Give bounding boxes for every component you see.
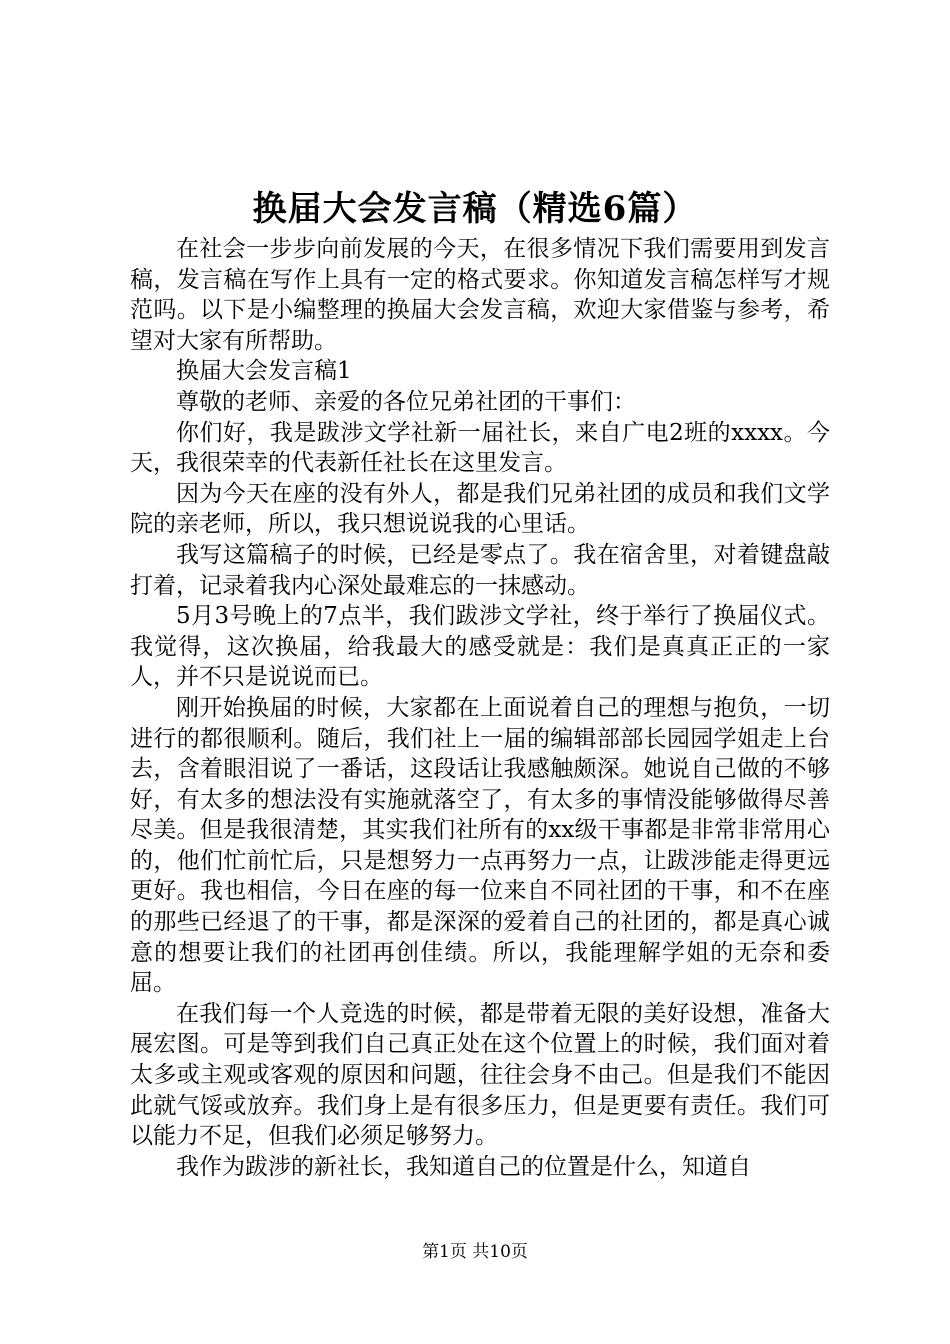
paragraph: 5月3号晚上的7点半，我们跋涉文学社，终于举行了换届仪式。我觉得，这次换届，给我最大的感受就是：我们是真真正正的一家人，并不只是说说而已。: [130, 603, 830, 691]
paragraph-salutation: 尊敬的老师、亲爱的各位兄弟社团的干事们：: [176, 388, 636, 415]
paragraph: 刚开始换届的时候，大家都在上面说着自己的理想与抱负，一切进行的都很顺利。随后，我们社上一届的编辑部部长园园学姐走上台去，含着眼泪说了一番话，这段话让我感触颇深。她说自己做的不够好，有太多的想法没有实施就落空了，有太多的事情没能够做得尽善尽美。但是我很清楚，其实我们社所有的xx级干事都是非常非常用心的，他们忙前忙后，只是想努力一点再努力一点，让跋涉能走得更远更好。我也相信，今日在座的每一位来自不同社团的干事，和不在座的那些已经退了的干事，都是深深的爱着自己的社团的，都是真心诚意的想要让我们的社团再创佳绩。所以，我能理解学姐的无奈和委屈。: [130, 694, 830, 997]
paragraph-intro: 在社会一步步向前发展的今天，在很多情况下我们需要用到发言稿，发言稿在写作上具有一定的格式要求。你知道发言稿怎样写才规范吗。以下是小编整理的换届大会发言稿，欢迎大家借鉴与参考，希望对大家有所帮助。: [130, 236, 830, 354]
paragraph: 因为今天在座的没有外人，都是我们兄弟社团的成员和我们文学院的亲老师，所以，我只想说说我的心里话。: [130, 480, 830, 538]
document-body: [130, 234, 830, 1182]
paragraph-heading: 换届大会发言稿1: [176, 358, 352, 385]
paragraph: 我写这篇稿子的时候，已经是零点了。我在宿舍里，对着键盘敲打着，记录着我内心深处最难忘的一抹感动。: [130, 541, 830, 599]
page-number-footer: 第1页 共10页: [422, 1242, 528, 1262]
document-title: 换届大会发言稿（精选6篇）: [252, 189, 698, 229]
paragraph: 在我们每一个人竞选的时候，都是带着无限的美好设想，准备大展宏图。可是等到我们自己真正处在这个位置上的时候，我们面对着太多或主观或客观的原因和问题，往往会身不由己。但是我们不能因此就气馁或放弃。我们身上是有很多压力，但是更要有责任。我们可以能力不足，但我们必须足够努力。: [130, 1000, 830, 1150]
paragraph-greeting: 你们好，我是跋涉文学社新一届社长，来自广电2班的xxxx。今天，我很荣幸的代表新任社长在这里发言。: [130, 419, 830, 477]
paragraph: 我作为跋涉的新社长，我知道自己的位置是什么，知道自: [176, 1153, 751, 1180]
